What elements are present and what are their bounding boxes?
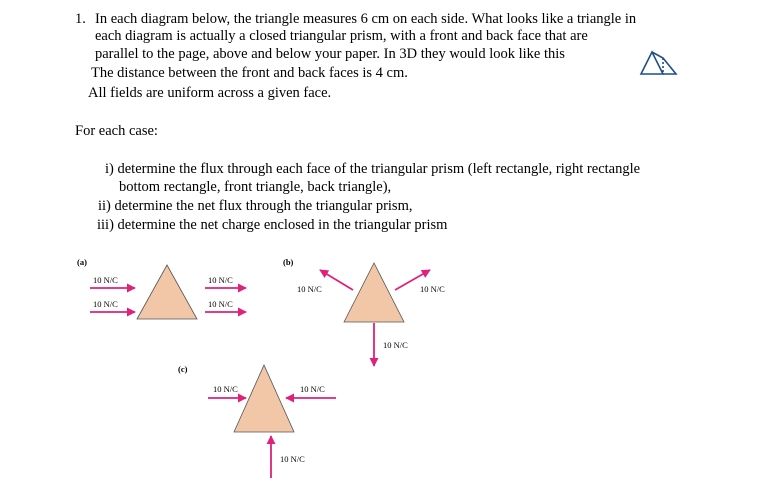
for-each-case: For each case: [75,123,158,139]
triangle-a [137,265,197,319]
field-label-b-down: 10 N/C [383,340,408,350]
prism-icon [641,52,676,74]
task-2: ii) determine the net flux through the triangular prism, [98,198,413,214]
field-label-b-left: 10 N/C [297,284,322,294]
problem-line-4: The distance between the front and back faces is 4 cm. [91,65,408,81]
field-label-c-up: 10 N/C [280,454,305,464]
field-label-b-right: 10 N/C [420,284,445,294]
problem-line-1: In each diagram below, the triangle measures 6 cm on each side. What looks like a triangle in [95,11,637,27]
panel-b-label: (b) [283,257,294,267]
field-label-c-left: 10 N/C [213,384,238,394]
field-label-a-3: 10 N/C [208,275,233,285]
problem-line-2: each diagram is actually a closed triangular prism, with a front and back face that are [95,28,588,44]
panel-a-label: (a) [77,257,87,267]
problem-line-3: parallel to the page, above and below your paper. In 3D they would look like this [95,46,565,62]
problem-line-5: All fields are uniform across a given face. [88,85,332,101]
task-1: i) determine the flux through each face of the triangular prism (left rectangle, right rectangle [105,161,641,177]
field-label-c-right: 10 N/C [300,384,325,394]
task-1-cont: bottom rectangle, front triangle, back triangle), [119,179,392,195]
problem-number: 1. [75,11,86,27]
field-label-a-1: 10 N/C [93,275,118,285]
arrow-b-left [320,270,353,290]
triangle-b [344,263,404,322]
field-label-a-2: 10 N/C [93,299,118,309]
panel-c-label: (c) [178,364,188,374]
field-label-a-4: 10 N/C [208,299,233,309]
task-3: iii) determine the net charge enclosed in the triangular prism [97,217,448,233]
